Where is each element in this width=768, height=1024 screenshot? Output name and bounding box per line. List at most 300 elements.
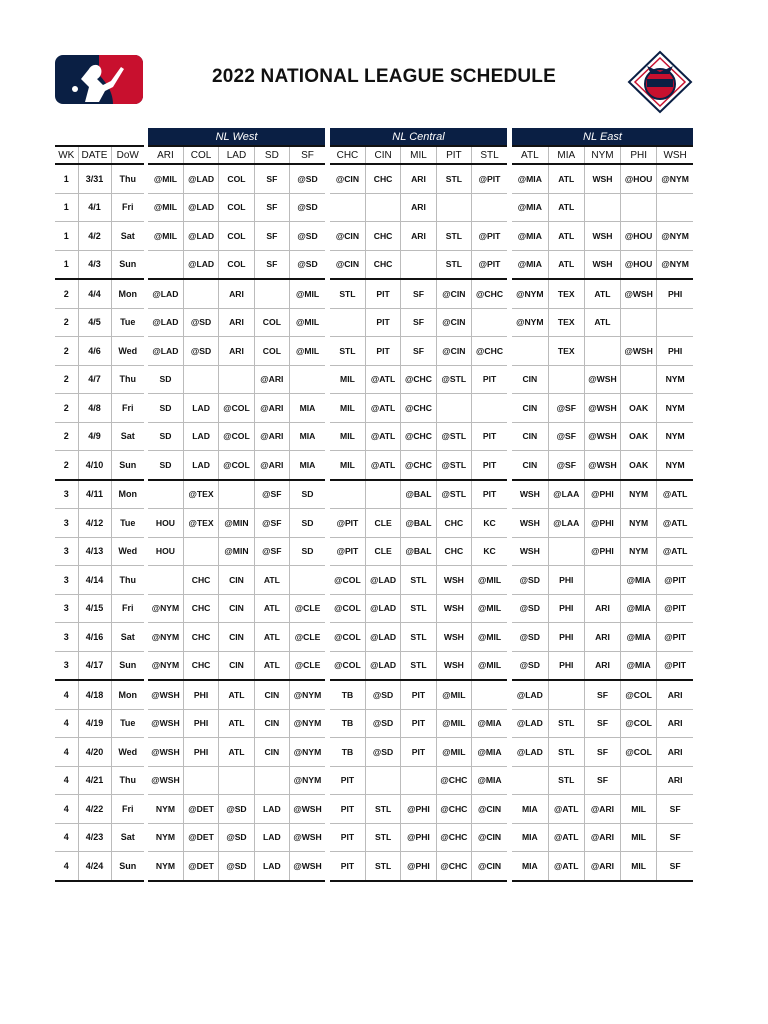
game-cell: @WSH bbox=[621, 279, 657, 308]
schedule-row bbox=[512, 651, 693, 680]
game-cell bbox=[365, 193, 400, 222]
schedule-row bbox=[148, 222, 325, 251]
game-cell: @SD bbox=[290, 164, 325, 193]
game-cell: @NYM bbox=[290, 766, 325, 795]
schedule-row bbox=[330, 823, 507, 852]
game-cell: NYM bbox=[148, 852, 183, 881]
game-cell: SD bbox=[148, 365, 183, 394]
date-cell: 4/23 bbox=[78, 823, 111, 852]
game-cell: NYM bbox=[621, 480, 657, 509]
game-cell: @LAD bbox=[183, 222, 218, 251]
game-cell: @NYM bbox=[148, 623, 183, 652]
game-cell: @ARI bbox=[584, 852, 620, 881]
game-cell: @CLE bbox=[290, 594, 325, 623]
game-cell: @PIT bbox=[330, 509, 365, 538]
schedule-row bbox=[512, 823, 693, 852]
game-cell: @WSH bbox=[584, 451, 620, 480]
game-cell: ARI bbox=[219, 279, 254, 308]
game-cell: @MIA bbox=[512, 250, 548, 279]
game-cell: ATL bbox=[548, 193, 584, 222]
week-cell: 4 bbox=[55, 680, 78, 709]
game-cell: @MIA bbox=[512, 222, 548, 251]
game-cell bbox=[330, 193, 365, 222]
game-cell: MIL bbox=[330, 365, 365, 394]
game-cell: CHC bbox=[365, 250, 400, 279]
schedule-row bbox=[512, 709, 693, 738]
dow-cell: Thu bbox=[111, 766, 144, 795]
dow-cell: Tue bbox=[111, 308, 144, 337]
date-cell: 4/21 bbox=[78, 766, 111, 795]
team-header-wsh: WSH bbox=[657, 146, 693, 164]
game-cell: PIT bbox=[401, 738, 436, 767]
game-cell: @STL bbox=[436, 422, 471, 451]
nl-central-table bbox=[330, 128, 507, 882]
game-cell: PIT bbox=[330, 823, 365, 852]
game-cell: @PIT bbox=[657, 594, 693, 623]
game-cell: @SD bbox=[219, 852, 254, 881]
game-cell: @MIL bbox=[148, 222, 183, 251]
game-cell: @SD bbox=[365, 709, 400, 738]
game-cell: CHC bbox=[365, 164, 400, 193]
game-cell bbox=[548, 365, 584, 394]
game-cell: @SD bbox=[219, 795, 254, 824]
dow-cell: Sat bbox=[111, 823, 144, 852]
schedule-row bbox=[330, 766, 507, 795]
game-cell: PIT bbox=[365, 279, 400, 308]
team-header-phi: PHI bbox=[621, 146, 657, 164]
team-header-chc: CHC bbox=[330, 146, 365, 164]
schedule-row bbox=[148, 509, 325, 538]
schedule-row bbox=[55, 308, 144, 337]
game-cell bbox=[548, 680, 584, 709]
game-cell: ATL bbox=[219, 680, 254, 709]
game-cell: @PIT bbox=[657, 623, 693, 652]
game-cell: @LAD bbox=[183, 164, 218, 193]
game-cell: @ATL bbox=[365, 451, 400, 480]
dow-cell: Sat bbox=[111, 222, 144, 251]
game-cell: @SD bbox=[183, 308, 218, 337]
game-cell: STL bbox=[436, 250, 471, 279]
week-cell: 1 bbox=[55, 193, 78, 222]
game-cell bbox=[548, 537, 584, 566]
game-cell: MIA bbox=[512, 823, 548, 852]
dow-cell: Wed bbox=[111, 738, 144, 767]
game-cell: @CHC bbox=[401, 422, 436, 451]
game-cell: @LAD bbox=[183, 193, 218, 222]
game-cell: SF bbox=[401, 337, 436, 366]
game-cell: LAD bbox=[254, 795, 289, 824]
schedule-row bbox=[512, 308, 693, 337]
game-cell: CIN bbox=[254, 709, 289, 738]
game-cell: SD bbox=[148, 394, 183, 423]
team-header-ari: ARI bbox=[148, 146, 183, 164]
schedule-row bbox=[512, 594, 693, 623]
game-cell: MIA bbox=[290, 394, 325, 423]
game-cell: @WSH bbox=[584, 365, 620, 394]
week-cell: 2 bbox=[55, 422, 78, 451]
week-cell: 4 bbox=[55, 795, 78, 824]
schedule-row bbox=[512, 337, 693, 366]
date-cell: 4/6 bbox=[78, 337, 111, 366]
game-cell: @ATL bbox=[365, 422, 400, 451]
game-cell: @SF bbox=[548, 394, 584, 423]
schedule-row bbox=[330, 651, 507, 680]
game-cell: WSH bbox=[584, 222, 620, 251]
game-cell: NYM bbox=[148, 823, 183, 852]
game-cell bbox=[183, 365, 218, 394]
game-cell: @ARI bbox=[584, 823, 620, 852]
dow-cell: Thu bbox=[111, 164, 144, 193]
date-cell: 4/18 bbox=[78, 680, 111, 709]
game-cell bbox=[621, 766, 657, 795]
game-cell: @SF bbox=[548, 451, 584, 480]
game-cell: STL bbox=[401, 566, 436, 595]
schedule-row bbox=[148, 394, 325, 423]
game-cell: MIA bbox=[290, 451, 325, 480]
week-cell: 4 bbox=[55, 823, 78, 852]
game-cell: @CIN bbox=[472, 852, 507, 881]
schedule-row bbox=[55, 193, 144, 222]
game-cell: @MIA bbox=[512, 164, 548, 193]
game-cell bbox=[365, 480, 400, 509]
game-cell: CIN bbox=[219, 594, 254, 623]
schedule-row bbox=[512, 250, 693, 279]
game-cell: ARI bbox=[401, 193, 436, 222]
schedule-row bbox=[55, 279, 144, 308]
game-cell: @NYM bbox=[290, 680, 325, 709]
game-cell: ATL bbox=[219, 709, 254, 738]
schedule-row bbox=[330, 509, 507, 538]
week-cell: 4 bbox=[55, 709, 78, 738]
game-cell: ARI bbox=[657, 709, 693, 738]
game-cell: PIT bbox=[401, 709, 436, 738]
schedule-row bbox=[512, 766, 693, 795]
game-cell: @LAD bbox=[148, 279, 183, 308]
schedule-row bbox=[512, 394, 693, 423]
game-cell: @MIL bbox=[148, 164, 183, 193]
game-cell: @MIL bbox=[290, 337, 325, 366]
game-cell: STL bbox=[548, 766, 584, 795]
game-cell: PIT bbox=[365, 337, 400, 366]
game-cell: PIT bbox=[330, 766, 365, 795]
game-cell: CLE bbox=[365, 537, 400, 566]
game-cell: ATL bbox=[254, 594, 289, 623]
game-cell: @ATL bbox=[548, 852, 584, 881]
game-cell: @COL bbox=[219, 394, 254, 423]
game-cell: PIT bbox=[330, 852, 365, 881]
schedule-row bbox=[330, 623, 507, 652]
game-cell: ARI bbox=[401, 222, 436, 251]
game-cell: COL bbox=[219, 164, 254, 193]
game-cell bbox=[472, 193, 507, 222]
game-cell: @ARI bbox=[254, 422, 289, 451]
game-cell: @WSH bbox=[148, 680, 183, 709]
game-cell: MIA bbox=[290, 422, 325, 451]
game-cell: @CIN bbox=[330, 250, 365, 279]
schedule-row bbox=[55, 250, 144, 279]
game-cell: MIA bbox=[512, 795, 548, 824]
game-cell: MIA bbox=[512, 852, 548, 881]
game-cell bbox=[290, 566, 325, 595]
schedule-row bbox=[330, 193, 507, 222]
game-cell: NYM bbox=[621, 537, 657, 566]
game-cell: @COL bbox=[219, 422, 254, 451]
schedule-row bbox=[330, 222, 507, 251]
nl-west-table bbox=[148, 128, 325, 882]
game-cell: @COL bbox=[621, 709, 657, 738]
week-cell: 3 bbox=[55, 566, 78, 595]
game-cell: @HOU bbox=[621, 222, 657, 251]
game-cell: @DET bbox=[183, 795, 218, 824]
game-cell: PHI bbox=[548, 623, 584, 652]
schedule-row bbox=[55, 852, 144, 881]
game-cell: CIN bbox=[254, 738, 289, 767]
game-cell: @COL bbox=[330, 651, 365, 680]
game-cell: STL bbox=[365, 823, 400, 852]
game-cell bbox=[436, 193, 471, 222]
game-cell: @WSH bbox=[148, 709, 183, 738]
game-cell: WSH bbox=[436, 651, 471, 680]
game-cell: @CHC bbox=[401, 394, 436, 423]
game-cell: @ATL bbox=[657, 537, 693, 566]
game-cell: @MIL bbox=[290, 279, 325, 308]
game-cell: TB bbox=[330, 738, 365, 767]
game-cell bbox=[472, 680, 507, 709]
schedule-row bbox=[148, 823, 325, 852]
game-cell bbox=[472, 394, 507, 423]
game-cell: @BAL bbox=[401, 509, 436, 538]
game-cell: @COL bbox=[621, 680, 657, 709]
game-cell: PIT bbox=[472, 422, 507, 451]
team-header-cin: CIN bbox=[365, 146, 400, 164]
schedule-row bbox=[148, 480, 325, 509]
dow-cell: Wed bbox=[111, 537, 144, 566]
game-cell: @MIA bbox=[472, 766, 507, 795]
schedule-row bbox=[512, 566, 693, 595]
game-cell: PIT bbox=[472, 480, 507, 509]
game-cell: @MIL bbox=[436, 680, 471, 709]
game-cell: WSH bbox=[512, 537, 548, 566]
game-cell: PIT bbox=[401, 680, 436, 709]
schedule-row bbox=[512, 222, 693, 251]
dow-cell: Thu bbox=[111, 365, 144, 394]
game-cell bbox=[401, 250, 436, 279]
game-cell: @MIN bbox=[219, 509, 254, 538]
schedule-row bbox=[55, 594, 144, 623]
game-cell: @SF bbox=[254, 509, 289, 538]
game-cell: @NYM bbox=[512, 308, 548, 337]
dow-cell: Mon bbox=[111, 279, 144, 308]
game-cell: @WSH bbox=[290, 823, 325, 852]
game-cell bbox=[148, 566, 183, 595]
schedule-row bbox=[55, 623, 144, 652]
game-cell bbox=[657, 308, 693, 337]
game-cell: @MIL bbox=[436, 738, 471, 767]
game-cell: MIL bbox=[621, 823, 657, 852]
game-cell: @SD bbox=[219, 823, 254, 852]
game-cell: @STL bbox=[436, 365, 471, 394]
schedule-row bbox=[512, 537, 693, 566]
week-cell: 3 bbox=[55, 623, 78, 652]
game-cell: @DET bbox=[183, 823, 218, 852]
game-cell bbox=[621, 193, 657, 222]
game-cell: CIN bbox=[512, 365, 548, 394]
schedule-row bbox=[330, 537, 507, 566]
game-cell: TEX bbox=[548, 279, 584, 308]
game-cell: @SD bbox=[290, 222, 325, 251]
game-cell: PHI bbox=[183, 680, 218, 709]
team-header-sf: SF bbox=[290, 146, 325, 164]
game-cell: @STL bbox=[436, 451, 471, 480]
week-cell: 1 bbox=[55, 222, 78, 251]
game-cell: CIN bbox=[512, 394, 548, 423]
schedule-row bbox=[55, 651, 144, 680]
game-cell: CIN bbox=[254, 680, 289, 709]
dow-cell: Sun bbox=[111, 451, 144, 480]
game-cell: NYM bbox=[657, 365, 693, 394]
game-cell: MIL bbox=[330, 422, 365, 451]
game-cell: @MIA bbox=[621, 651, 657, 680]
game-cell bbox=[330, 480, 365, 509]
game-cell: CIN bbox=[219, 566, 254, 595]
game-cell: WSH bbox=[512, 480, 548, 509]
game-cell: @CIN bbox=[330, 222, 365, 251]
game-cell: @WSH bbox=[290, 795, 325, 824]
team-header-atl: ATL bbox=[512, 146, 548, 164]
division-header-nl-central: NL Central bbox=[330, 128, 507, 146]
schedule-row bbox=[148, 680, 325, 709]
game-cell: ARI bbox=[219, 337, 254, 366]
date-cell: 4/20 bbox=[78, 738, 111, 767]
game-cell: WSH bbox=[512, 509, 548, 538]
date-cell: 4/5 bbox=[78, 308, 111, 337]
game-cell: @SF bbox=[254, 537, 289, 566]
game-cell: @SD bbox=[290, 250, 325, 279]
game-cell: PHI bbox=[657, 279, 693, 308]
game-cell: SF bbox=[657, 823, 693, 852]
week-cell: 2 bbox=[55, 308, 78, 337]
column-header-dow: DoW bbox=[111, 146, 144, 164]
schedule-row bbox=[512, 738, 693, 767]
date-cell: 4/14 bbox=[78, 566, 111, 595]
date-cell: 4/8 bbox=[78, 394, 111, 423]
game-cell: @WSH bbox=[290, 852, 325, 881]
schedule-row bbox=[148, 766, 325, 795]
schedule-row bbox=[512, 795, 693, 824]
page-title: 2022 NATIONAL LEAGUE SCHEDULE bbox=[212, 66, 556, 87]
schedule-row bbox=[330, 422, 507, 451]
week-cell: 3 bbox=[55, 594, 78, 623]
game-cell: @MIA bbox=[621, 623, 657, 652]
schedule-row bbox=[148, 164, 325, 193]
schedule-row bbox=[148, 537, 325, 566]
game-cell: CHC bbox=[183, 623, 218, 652]
game-cell: MIL bbox=[330, 394, 365, 423]
schedule-row bbox=[330, 852, 507, 881]
game-cell: SF bbox=[254, 250, 289, 279]
game-cell: LAD bbox=[183, 394, 218, 423]
game-cell: PHI bbox=[657, 337, 693, 366]
game-cell bbox=[148, 250, 183, 279]
game-cell: @LAD bbox=[512, 709, 548, 738]
game-cell: @PHI bbox=[584, 537, 620, 566]
game-cell: OAK bbox=[621, 394, 657, 423]
game-cell: @PHI bbox=[401, 823, 436, 852]
game-cell: HOU bbox=[148, 537, 183, 566]
game-cell: ATL bbox=[548, 222, 584, 251]
schedule-row bbox=[148, 566, 325, 595]
game-cell bbox=[183, 279, 218, 308]
game-cell: PHI bbox=[548, 594, 584, 623]
game-cell: COL bbox=[254, 337, 289, 366]
schedule-row bbox=[55, 394, 144, 423]
game-cell: @LAA bbox=[548, 509, 584, 538]
schedule-row bbox=[512, 164, 693, 193]
dow-cell: Thu bbox=[111, 566, 144, 595]
game-cell: @SD bbox=[512, 623, 548, 652]
schedule-row bbox=[512, 852, 693, 881]
week-cell: 3 bbox=[55, 651, 78, 680]
game-cell: STL bbox=[548, 738, 584, 767]
dow-cell: Mon bbox=[111, 680, 144, 709]
date-cell: 4/3 bbox=[78, 250, 111, 279]
schedule-row bbox=[512, 365, 693, 394]
schedule-row bbox=[55, 680, 144, 709]
game-cell: LAD bbox=[183, 451, 218, 480]
game-cell: @DET bbox=[183, 852, 218, 881]
game-cell: @PIT bbox=[472, 222, 507, 251]
game-cell: @TEX bbox=[183, 480, 218, 509]
info-table bbox=[55, 128, 144, 882]
schedule-row bbox=[330, 308, 507, 337]
nl-east-table bbox=[512, 128, 693, 882]
game-cell: ATL bbox=[584, 308, 620, 337]
game-cell: CHC bbox=[365, 222, 400, 251]
game-cell: ATL bbox=[254, 566, 289, 595]
game-cell: STL bbox=[330, 279, 365, 308]
game-cell: @HOU bbox=[621, 164, 657, 193]
schedule-row bbox=[55, 337, 144, 366]
game-cell: CIN bbox=[219, 623, 254, 652]
game-cell: @LAD bbox=[365, 623, 400, 652]
schedule-row bbox=[512, 279, 693, 308]
game-cell: CIN bbox=[512, 422, 548, 451]
game-cell: CHC bbox=[436, 537, 471, 566]
team-header-stl: STL bbox=[472, 146, 507, 164]
game-cell: @TEX bbox=[183, 509, 218, 538]
schedule-row bbox=[148, 451, 325, 480]
schedule-row bbox=[512, 193, 693, 222]
game-cell: @MIA bbox=[472, 709, 507, 738]
schedule-row bbox=[330, 795, 507, 824]
week-cell: 3 bbox=[55, 537, 78, 566]
game-cell: LAD bbox=[254, 852, 289, 881]
game-cell: CHC bbox=[183, 651, 218, 680]
schedule-row bbox=[512, 680, 693, 709]
game-cell: SF bbox=[401, 308, 436, 337]
game-cell: @CIN bbox=[436, 279, 471, 308]
game-cell: @NYM bbox=[290, 709, 325, 738]
game-cell: MIL bbox=[621, 795, 657, 824]
game-cell: @CHC bbox=[436, 823, 471, 852]
game-cell: @WSH bbox=[584, 422, 620, 451]
week-cell: 2 bbox=[55, 365, 78, 394]
game-cell: MIL bbox=[621, 852, 657, 881]
schedule-row bbox=[512, 422, 693, 451]
schedule-row bbox=[330, 250, 507, 279]
game-cell bbox=[584, 337, 620, 366]
game-cell: @ATL bbox=[365, 394, 400, 423]
